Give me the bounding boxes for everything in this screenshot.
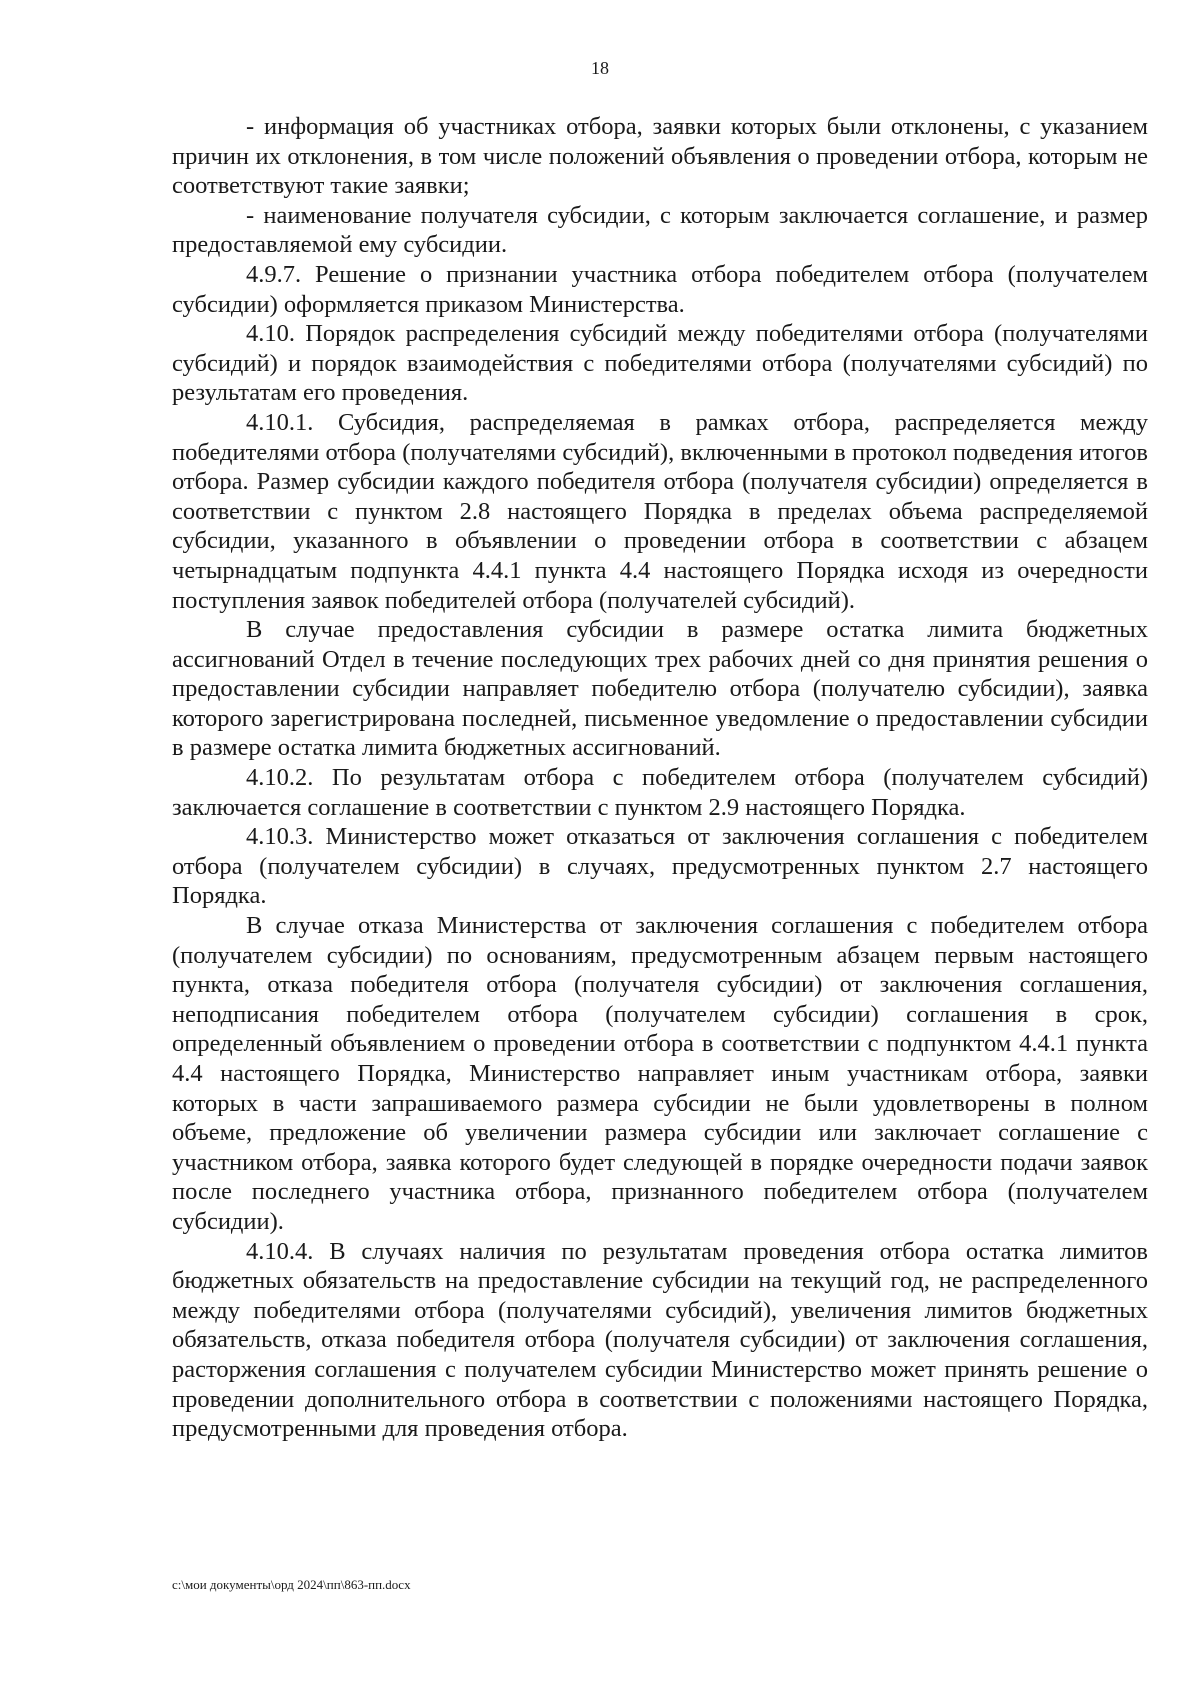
paragraph: 4.10.2. По результатам отбора с победителем отбора (получателем субсидий) заключается соглашение в соответствии с пунктом 2.9 настоящего Порядка. xyxy=(172,764,1148,821)
paragraph: 4.9.7. Решение о признании участника отбора победителем отбора (получателем субсидии) оформляется приказом Министерства. xyxy=(172,260,1148,318)
paragraph: - информация об участниках отбора, заявки которых были отклонены, с указанием причин их отклонения, в том числе положений объявления о проведении отбора, которым не соответствуют такие заявки; xyxy=(172,113,1148,200)
document-body xyxy=(172,112,1148,1444)
paragraph: В случае отказа Министерства от заключения соглашения с победителем отбора (получателем субсидии) по основаниям, предусмотренным абзацем первым настоящего пункта, отказа победителя отбора (получателя субсидии) от заключения соглашения, неподписания победителем отбора (получателем субсидии) соглашения в срок, определенный объявлением о проведении отбора в соответствии с подпунктом 4.4.1 пункта 4.4 настоящего Порядка, Министерство направляет иным участникам отбора, заявки которых в части запрашиваемого размера субсидии не были удовлетворены в полном объеме, предложение об увеличении размера субсидии или заключает соглашение с участником отбора, заявка которого будет следующей в порядке очередности подачи заявок после последнего участника отбора, признанного победителем отбора (получателем субсидии). xyxy=(172,912,1148,1235)
paragraph: - наименование получателя субсидии, с которым заключается соглашение, и размер предоставляемой ему субсидии. xyxy=(172,201,1148,259)
paragraph: 4.10.3. Министерство может отказаться от заключения соглашения с победителем отбора (получателем субсидии) в случаях, предусмотренных пунктом 2.7 настоящего Порядка. xyxy=(172,823,1148,910)
footer-file-path: c:\мои документы\орд 2024\пп\863-пп.docx xyxy=(172,1577,411,1592)
page-number: 18 xyxy=(591,58,609,78)
paragraph: 4.10.4. В случаях наличия по результатам проведения отбора остатка лимитов бюджетных обязательств на предоставление субсидии на текущий год, не распределенного между победителями отбора (получателями субсидий), увеличения лимитов бюджетных обязательств, отказа победителя отбора (получателя субсидии) от заключения соглашения, расторжения соглашения с получателем субсидии Министерство может принять решение о проведении дополнительного отбора в соответствии с положениями настоящего Порядка, предусмотренными для проведения отбора. xyxy=(172,1237,1148,1443)
paragraph: 4.10. Порядок распределения субсидий между победителями отбора (получателями субсидий) и порядок взаимодействия с победителями отбора (получателями субсидий) по результатам его проведения. xyxy=(172,320,1148,407)
paragraph: В случае предоставления субсидии в размере остатка лимита бюджетных ассигнований Отдел в течение последующих трех рабочих дней со дня принятия решения о предоставлении субсидии направляет победителю отбора (получателю субсидии), заявка которого зарегистрирована последней, письменное уведомление о предоставлении субсидии в размере остатка лимита бюджетных ассигнований. xyxy=(172,616,1148,762)
paragraph: 4.10.1. Субсидия, распределяемая в рамках отбора, распределяется между победителями отбора (получателями субсидий), включенными в протокол подведения итогов отбора. Размер субсидии каждого победителя отбора (получателя субсидии) определяется в соответствии с пунктом 2.8 настоящего Порядка в пределах объема распределяемой субсидии, указанного в объявлении о проведении отбора в соответствии с абзацем четырнадцатым подпункта 4.4.1 пункта 4.4 настоящего Порядка исходя из очередности поступления заявок победителей отбора (получателей субсидий). xyxy=(172,408,1148,614)
